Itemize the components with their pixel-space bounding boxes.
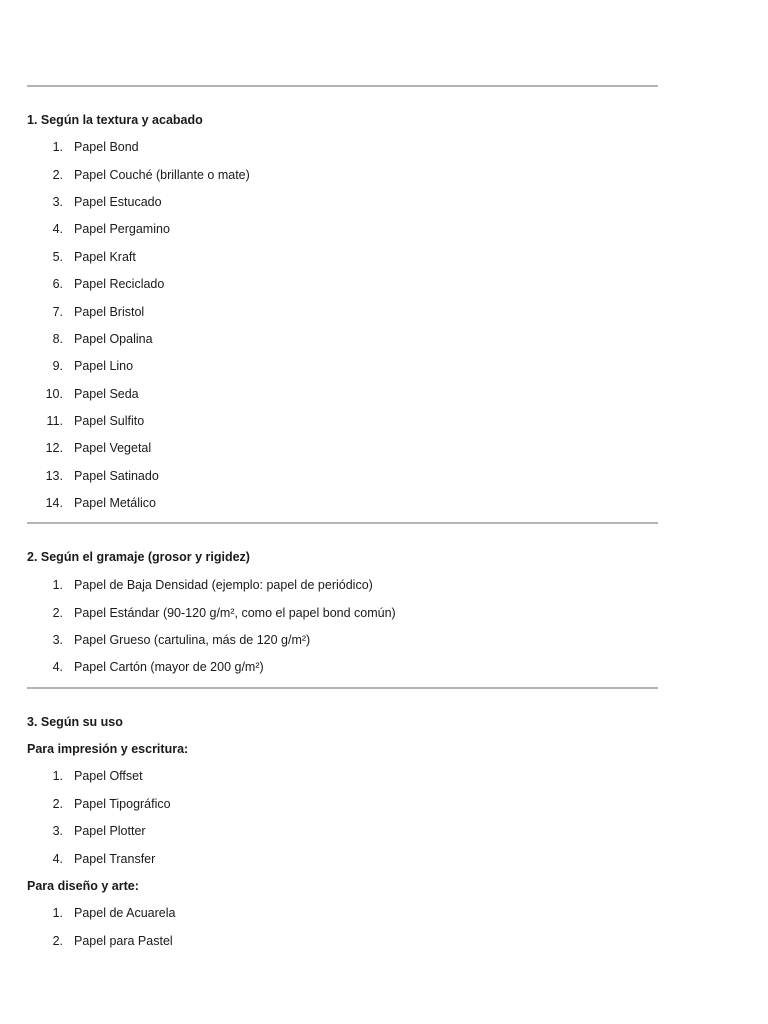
list-text: Papel Pergamino xyxy=(74,222,170,236)
list-text: Papel Estándar (90-120 g/m², como el papel bond común) xyxy=(74,606,396,620)
list-number: 4. xyxy=(52,660,63,674)
list-number: 1. xyxy=(52,906,63,920)
list-text: Papel Kraft xyxy=(74,250,136,264)
list-text: Papel Metálico xyxy=(74,496,156,510)
list-number: 2. xyxy=(52,797,63,811)
list-text: Papel de Baja Densidad (ejemplo: papel de periódico) xyxy=(74,578,373,592)
list-text: Papel Transfer xyxy=(74,852,156,866)
list-text: Papel Reciclado xyxy=(74,277,165,291)
section-heading: 3. Según su uso xyxy=(27,715,123,729)
list-number: 14. xyxy=(45,496,63,510)
list-text: Papel Couché (brillante o mate) xyxy=(74,168,250,182)
horizontal-rule xyxy=(27,85,658,87)
list-number: 11. xyxy=(46,414,63,428)
subsection-heading: Para diseño y arte: xyxy=(27,879,139,893)
list-text: Papel para Pastel xyxy=(74,934,173,948)
list-number: 3. xyxy=(52,824,63,838)
list-text: Papel Offset xyxy=(74,769,143,783)
list-text: Papel de Acuarela xyxy=(74,906,176,920)
list-text: Papel Sulfito xyxy=(74,414,145,428)
list-number: 10. xyxy=(45,387,63,401)
list-number: 6. xyxy=(52,277,63,291)
section-heading: 2. Según el gramaje (grosor y rigidez) xyxy=(27,550,250,564)
horizontal-rule xyxy=(27,522,658,524)
list-text: Papel Estucado xyxy=(74,195,162,209)
list-number: 4. xyxy=(52,222,63,236)
list-text: Papel Grueso (cartulina, más de 120 g/m²) xyxy=(74,633,311,647)
list-number: 1. xyxy=(52,140,63,154)
list-text: Papel Tipográfico xyxy=(74,797,171,811)
list-text: Papel Bristol xyxy=(74,305,145,319)
list-text: Papel Vegetal xyxy=(74,441,152,455)
list-number: 3. xyxy=(52,195,63,209)
list-number: 9. xyxy=(52,359,63,373)
list-number: 8. xyxy=(52,332,63,346)
list-number: 2. xyxy=(52,934,63,948)
section-heading: 1. Según la textura y acabado xyxy=(27,113,203,127)
list-text: Papel Lino xyxy=(74,359,134,373)
list-text: Papel Seda xyxy=(74,387,139,401)
list-text: Papel Opalina xyxy=(74,332,153,346)
list-number: 12. xyxy=(45,441,63,455)
list-number: 2. xyxy=(52,606,63,620)
list-number: 13. xyxy=(45,469,63,483)
subsection-heading: Para impresión y escritura: xyxy=(27,742,189,756)
list-text: Papel Cartón (mayor de 200 g/m²) xyxy=(74,660,264,674)
list-text: Papel Plotter xyxy=(74,824,146,838)
horizontal-rule xyxy=(27,687,658,689)
list-number: 7. xyxy=(52,305,63,319)
list-text: Papel Bond xyxy=(74,140,139,154)
list-text: Papel Satinado xyxy=(74,469,159,483)
list-number: 1. xyxy=(52,578,63,592)
list-number: 1. xyxy=(52,769,63,783)
list-number: 5. xyxy=(52,250,63,264)
list-number: 2. xyxy=(52,168,63,182)
list-number: 3. xyxy=(52,633,63,647)
list-number: 4. xyxy=(52,852,63,866)
